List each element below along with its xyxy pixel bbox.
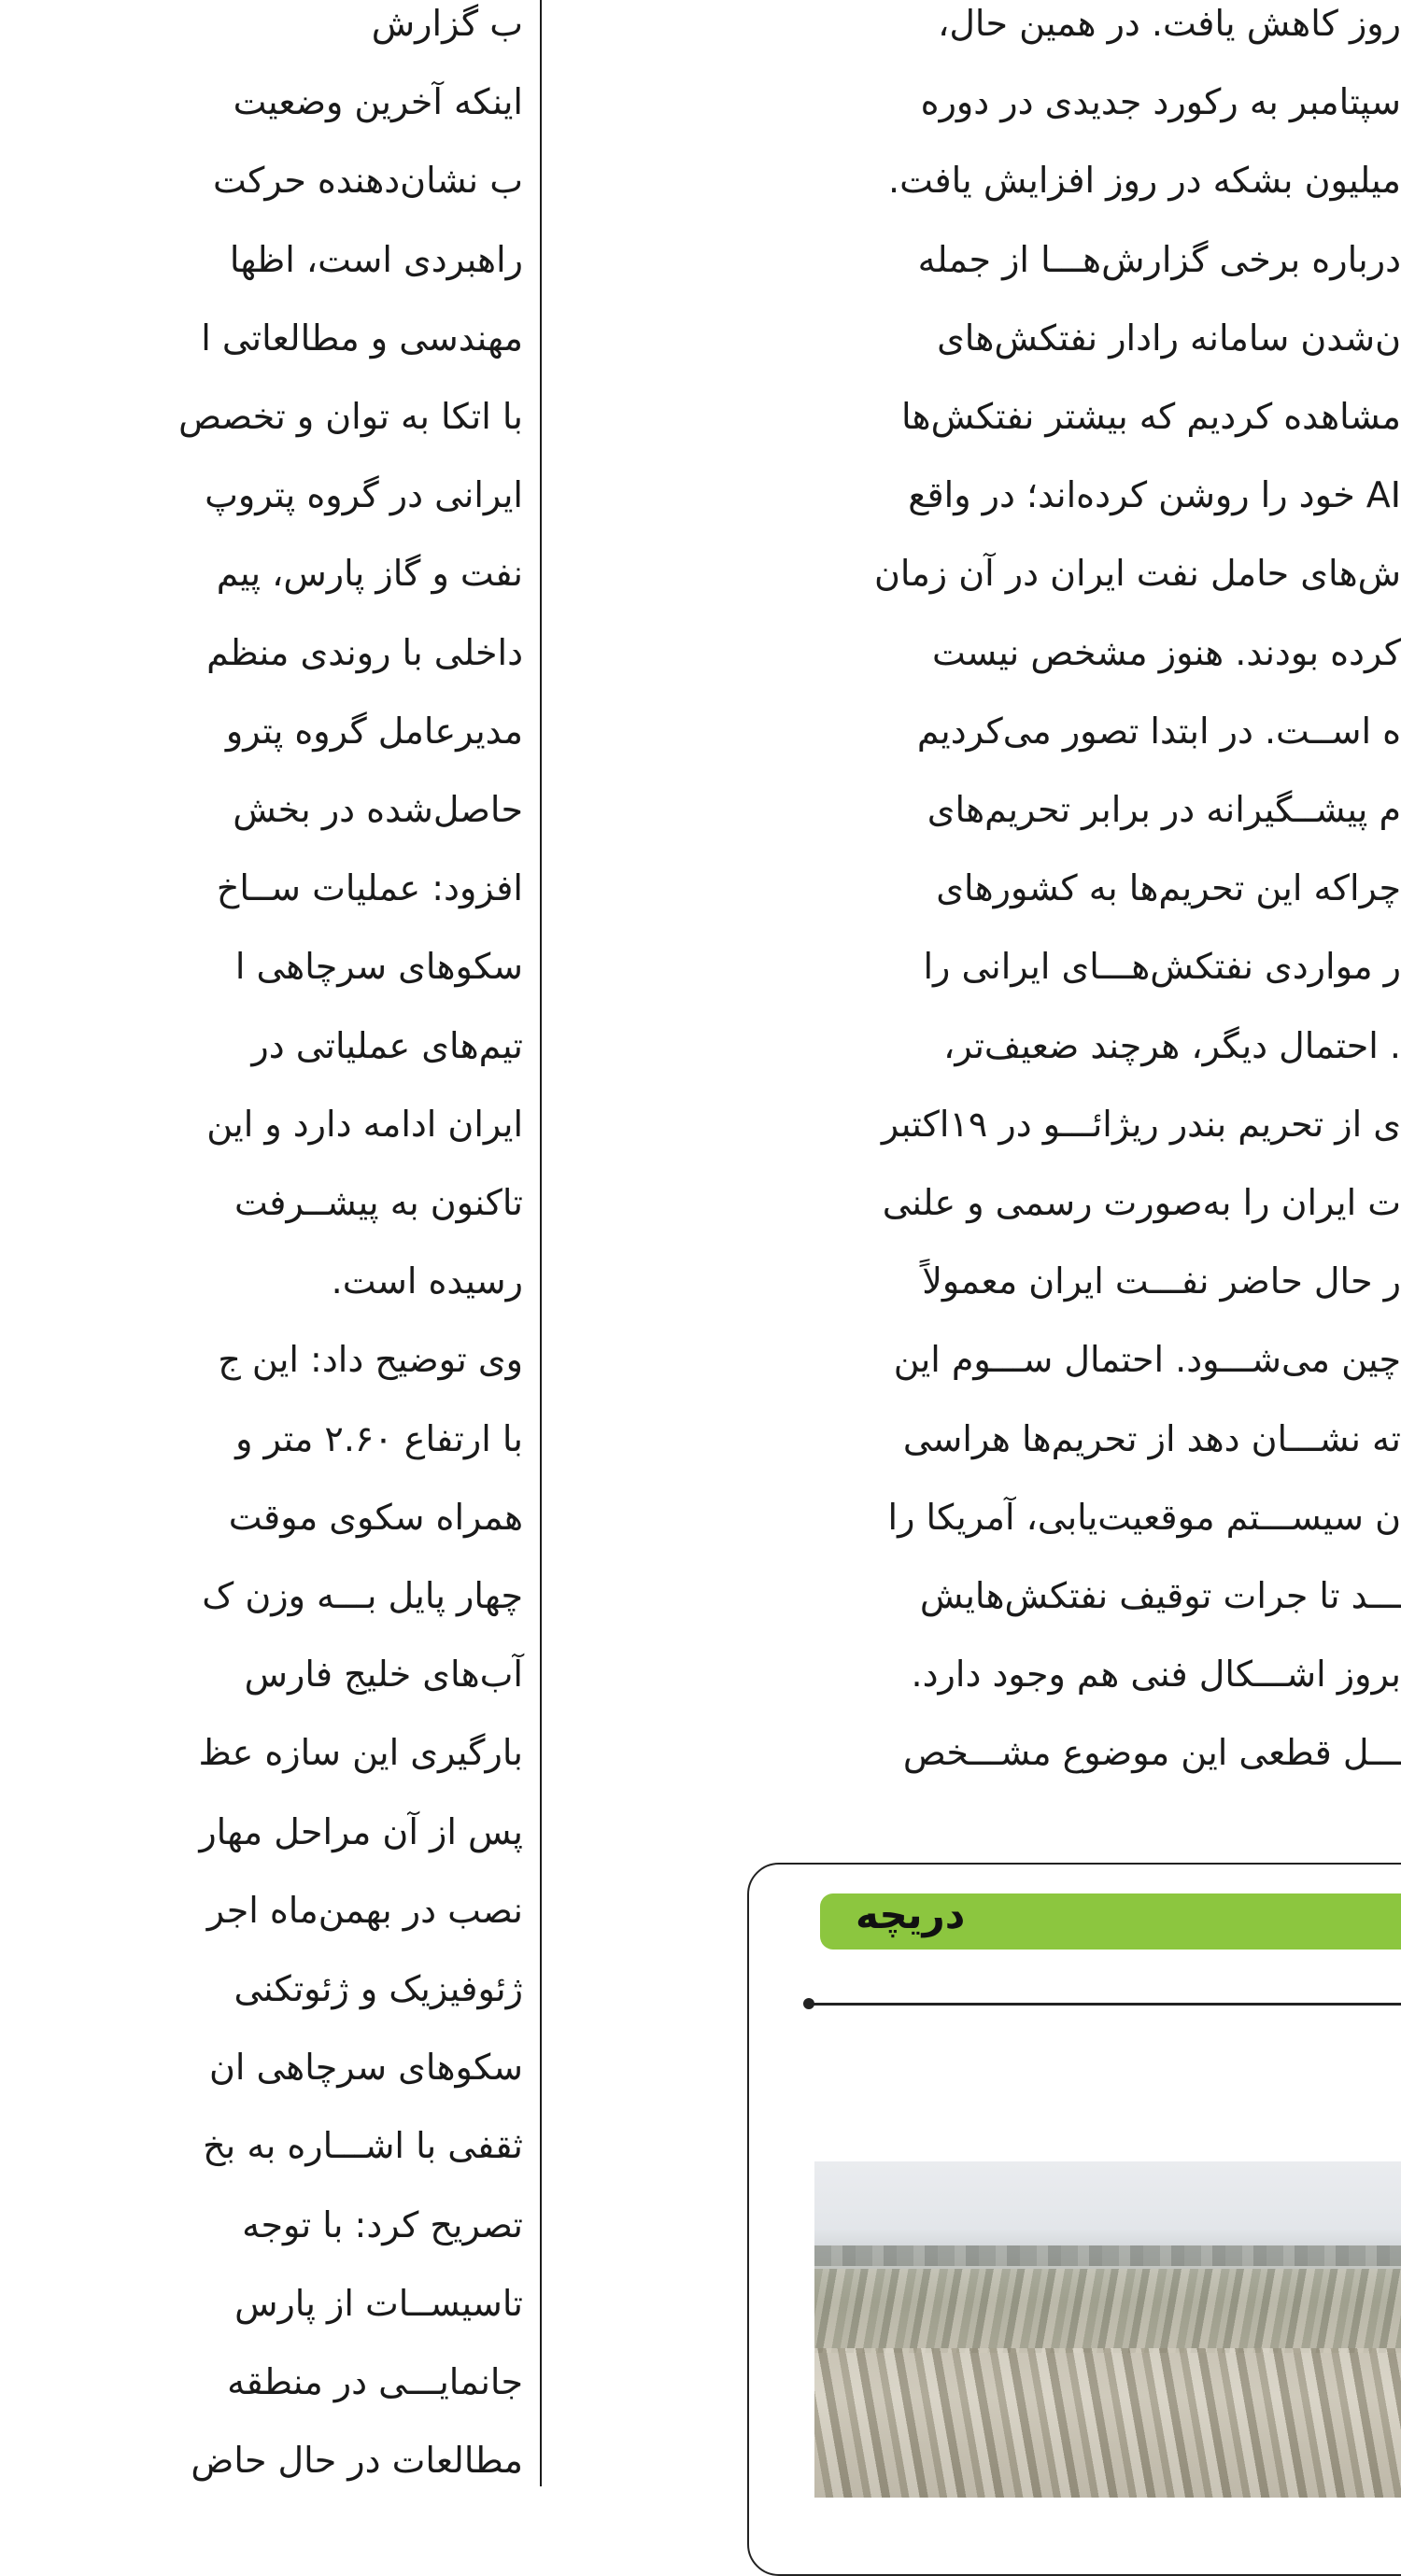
left_column-line: تیم‌های عملیاتی در (251, 1028, 523, 1063)
left_column-line: ثقفی با اشـــاره به بخ (203, 2128, 523, 2163)
right_column-line: ی از تحریم بندر ریژائـــو در ۱۹اکتبر (882, 1106, 1401, 1142)
left_column-line: رسیده است. (332, 1263, 523, 1299)
left_column-line: ایرانی در گروه پتروپ (205, 477, 523, 513)
photo-ground-near (814, 2348, 1401, 2498)
right_column-line: . احتمال دیگر، هرچند ضعیف‌تر، (943, 1028, 1401, 1063)
right_column-line: ـــل قطعی این موضوع مشـــخص (903, 1735, 1401, 1770)
left_column-line: ب گزارش (372, 6, 523, 41)
left_column-line: با ارتفاع ۲.۶۰ متر و (235, 1421, 523, 1457)
left_column-line: سکوهای سرچاهی ا (235, 949, 523, 984)
left_column-line: مهندسی و مطالعاتی ا (201, 320, 523, 356)
section-rule-dot (803, 1998, 814, 2009)
right_column-line: میلیون بشکه در روز افزایش یافت. (888, 162, 1401, 198)
left_column-line: اینکه آخرین وضعیت (234, 84, 523, 120)
left_column-line: راهبردی است، اظها (230, 242, 523, 277)
right_column-line: ن سیســـتم موقعیت‌یابی، آمریکا را (888, 1499, 1401, 1535)
left_column-line: تاکنون به پیشــرفت (234, 1185, 523, 1220)
left_column-line: چهار پایل بـــه وزن ک (202, 1578, 523, 1613)
section-rule (809, 2003, 1401, 2006)
left_column-line: همراه سکوی موقت (229, 1499, 523, 1535)
left_column-line: افزود: عملیات ســاخ (217, 870, 523, 906)
left_column-line: مدیرعامل گروه پترو (226, 713, 523, 749)
column-divider (540, 0, 542, 2486)
left_column-line: مطالعات در حال حاض (191, 2442, 523, 2478)
right_column-line: کرده بودند. هنوز مشخص نیست (932, 635, 1401, 670)
left_column-line: ژئوفیزیک و ژئوتکنی (234, 1971, 523, 2006)
right_column-line: مشاهده کردیم که بیشتر نفتکش‌ها (901, 399, 1401, 434)
section-label: دریچه (856, 1892, 965, 1937)
left_column-line: پس از آن مراحل مهار (199, 1814, 523, 1850)
left_column-line: نصب در بهمن‌ماه اجر (207, 1893, 523, 1928)
landscape-photo (814, 2161, 1401, 2498)
photo-horizon (814, 2245, 1401, 2266)
left_column-line: با اتکا به توان و تخصص (178, 399, 523, 434)
right_column-line: ت ایران را به‌صورت رسمی و علنی (883, 1185, 1401, 1220)
right_column-line: بروز اشـــکال فنی هم وجود دارد. (912, 1656, 1401, 1692)
left_column-line: سکوهای سرچاهی ان (209, 2049, 523, 2085)
left_column-line: تاسیســات از پارس (234, 2286, 523, 2321)
right_column-line: ن‌شدن سامانه رادار نفتکش‌های (937, 320, 1401, 356)
left_column-line: آب‌های خلیج فارس (245, 1656, 523, 1692)
right_column-line: ـــد تا جرات توقیف نفتکش‌هایش (920, 1578, 1401, 1613)
right_column-line: ر حال حاضر نفـــت ایران معمولاً (922, 1263, 1401, 1299)
left_column-line: وی توضیح داد: این ج (218, 1342, 523, 1377)
left_column-line: ب نشان‌دهنده حرکت (213, 162, 523, 198)
right_column-line: درباره برخی گزارش‌هـــا از جمله (918, 242, 1401, 277)
right_column-line: ه اســت. در ابتدا تصور می‌کردیم (917, 713, 1401, 749)
right_column-line: روز کاهش یافت. در همین حال، (938, 6, 1401, 41)
left_column-line: تصریح کرد: با توجه (242, 2207, 523, 2243)
left_column-line: ایران ادامه دارد و این (206, 1106, 523, 1142)
right_column-line: ته نشـــان دهد از تحریم‌ها هراسی (903, 1421, 1401, 1457)
right_column-line: ش‌های حامل نفت ایران در آن زمان (874, 556, 1401, 591)
left_column-line: جانمایـــی در منطقه (227, 2364, 523, 2400)
left_column-line: داخلی با روندی منظم (206, 635, 523, 670)
right_column-line: م پیشــگیرانه در برابر تحریم‌های (927, 792, 1401, 827)
photo-ground-far (814, 2269, 1401, 2353)
left_column-line: حاصل‌شده در بخش (233, 792, 523, 827)
right_column-line: چراکه این تحریم‌ها به کشورهای (936, 870, 1401, 906)
right_column-line: ر مواردی نفتکش‌هـــای ایرانی را (924, 949, 1401, 984)
right_column-line: AI خود را روشن کرده‌اند؛ در واقع (908, 477, 1401, 513)
left_column-line: بارگیری این سازه عظ (199, 1735, 524, 1770)
right_column-line: سپتامبر به رکورد جدیدی در دوره (921, 84, 1401, 120)
right_column-line: چین می‌شـــود. احتمال ســـوم این (894, 1342, 1401, 1377)
left_column-line: نفت و گاز پارس، پیم (217, 556, 523, 591)
